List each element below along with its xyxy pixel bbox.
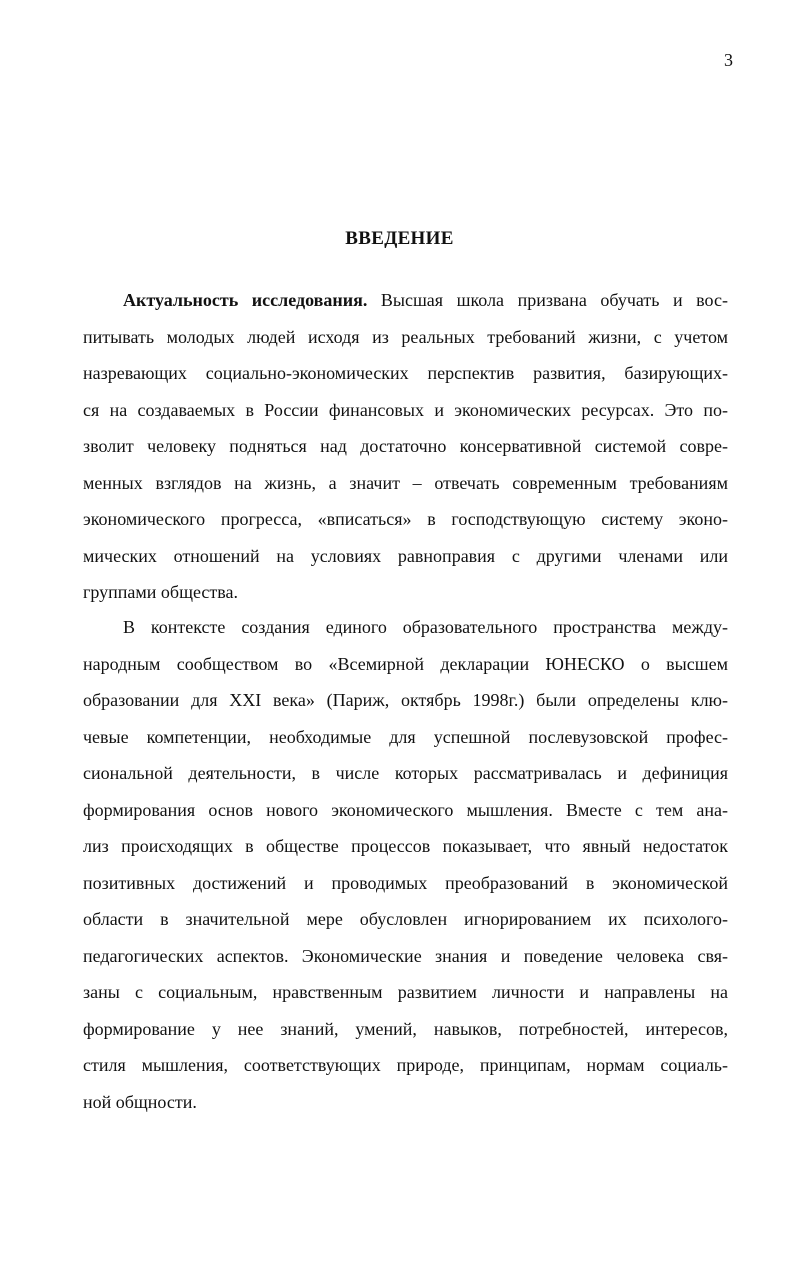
paragraph-line: области в значительной мере обусловлен игнорированием их психолого-: [83, 909, 728, 929]
paragraph-relevance: [83, 282, 728, 611]
paragraph-line: народным сообществом во «Всемирной декларации ЮНЕСКО о высшем: [83, 653, 728, 674]
paragraph-line: [83, 282, 728, 319]
paragraph-line: В контексте создания единого образовательного пространства между-: [123, 617, 728, 637]
paragraph-line: формирование у нее знаний, умений, навыков, потребностей, интересов,: [83, 1018, 728, 1039]
paragraph-line: зволит человеку подняться над достаточно консервативной системой совре-: [83, 436, 728, 456]
paragraph-line: заны с социальным, нравственным развитием личности и направлены на: [83, 982, 728, 1002]
paragraph-line: назревающих социально-экономических перспектив развития, базирующих-: [83, 363, 728, 383]
paragraph-line: стиля мышления, соответствующих природе, принципам, нормам социаль-: [83, 1055, 728, 1075]
page-number: 3: [724, 50, 733, 70]
paragraph-line: образовании для XXI века» (Париж, октябрь 1998г.) были определены клю-: [83, 690, 728, 710]
paragraph-line: группами общества.: [83, 582, 238, 602]
paragraph-line: питывать молодых людей исходя из реальных требований жизни, с учетом: [83, 326, 728, 347]
paragraph-line: экономического прогресса, «вписаться» в господствующую систему эконо-: [83, 509, 728, 529]
paragraph-line: педагогических аспектов. Экономические знания и поведение человека свя-: [83, 945, 728, 966]
line-text: Высшая школа призвана обучать и вос-: [367, 290, 728, 310]
paragraph-line: менных взглядов на жизнь, а значит – отвечать современным требованиям: [83, 472, 728, 493]
paragraph-line: позитивных достижений и проводимых преобразований в экономической: [83, 872, 728, 893]
paragraph-line: мических отношений на условиях равноправия с другими членами или: [83, 545, 728, 566]
paragraph-line: ся на создаваемых в России финансовых и экономических ресурсах. Это по-: [83, 399, 728, 420]
section-heading: ВВЕДЕНИЕ: [345, 228, 454, 249]
paragraph-line: сиональной деятельности, в числе которых рассматривалась и дефиниция: [83, 763, 728, 783]
paragraph-line: лиз происходящих в обществе процессов показывает, что явный недостаток: [83, 836, 728, 856]
paragraph-line: чевые компетенции, необходимые для успешной послевузовской профес-: [83, 726, 728, 747]
paragraph-line: ной общности.: [83, 1091, 197, 1112]
paragraph-line: формирования основ нового экономического мышления. Вместе с тем ана-: [83, 799, 728, 820]
paragraph-context: [83, 609, 728, 1120]
lead-in-bold: Актуальность исследования.: [123, 290, 368, 310]
